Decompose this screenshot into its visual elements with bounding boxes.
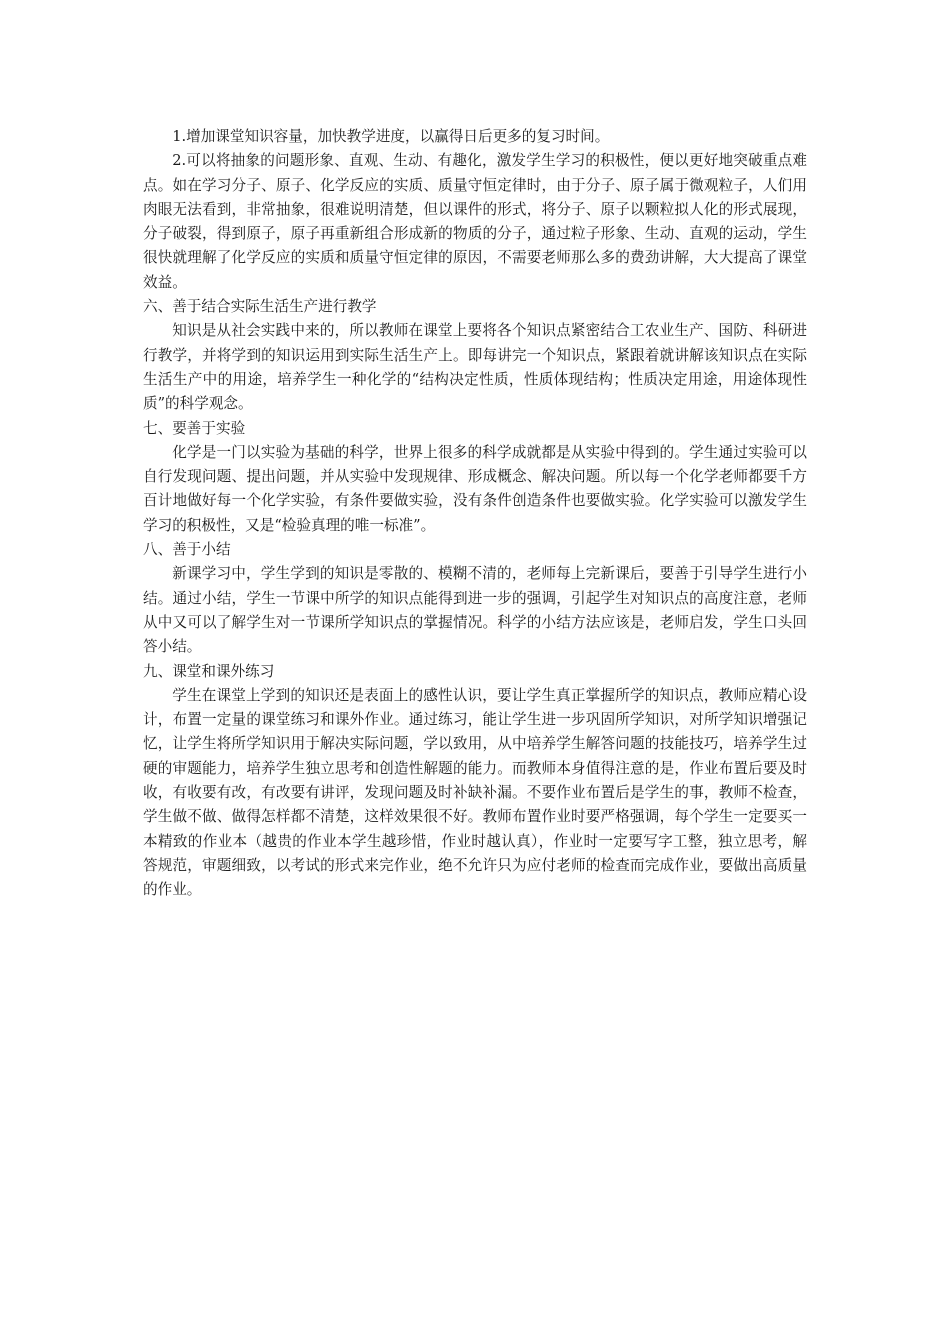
paragraph-4: 化学是一门以实验为基础的科学，世界上很多的科学成就都是从实验中得到的。学生通过实验可以自行发现问题、提出问题，并从实验中发现规律、形成概念、解决问题。所以每一个化学老师都要千方百计地做好每一个化学实验，有条件要做实验，没有条件创造条件也要做实验。化学实验可以激发学生学习的积极性，又是“检验真理的唯一标准”。	[143, 443, 807, 534]
section-heading-9: 九、课堂和课外练习	[143, 662, 275, 680]
document-body	[143, 125, 807, 903]
paragraph-6: 学生在课堂上学到的知识还是表面上的感性认识，要让学生真正掌握所学的知识点，教师应精心设计，布置一定量的课堂练习和课外作业。通过练习，能让学生进一步巩固所学知识，对所学知识增强记忆，让学生将所学知识用于解决实际问题，学以致用，从中培养学生解答问题的技能技巧，培养学生过硬的审题能力，培养学生独立思考和创造性解题的能力。而教师本身值得注意的是，作业布置后要及时收，有收要有改，有改要有讲评，发现问题及时补缺补漏。不要作业布置后是学生的事，教师不检查，学生做不做、做得怎样都不清楚，这样效果很不好。教师布置作业时要严格强调，每个学生一定要买一本精致的作业本（越贵的作业本学生越珍惜，作业时越认真），作业时一定要写字工整，独立思考，解答规范，审题细致，以考试的形式来完作业，绝不允许只为应付老师的检查而完成作业，要做出高质量的作业。	[143, 686, 807, 899]
section-heading-8: 八、善于小结	[143, 541, 231, 559]
paragraph-1: 1.增加课堂知识容量，加快教学进度，以赢得日后更多的复习时间。	[172, 128, 610, 145]
section-heading-6: 六、善于结合实际生活生产进行教学	[143, 298, 377, 316]
section-heading-7: 七、要善于实验	[143, 419, 246, 437]
paragraph-2: 2.可以将抽象的问题形象、直观、生动、有趣化，激发学生学习的积极性，便以更好地突破重点难点。如在学习分子、原子、化学反应的实质、质量守恒定律时，由于分子、原子属于微观粒子，人们用肉眼无法看到，非常抽象，很难说明清楚，但以课件的形式，将分子、原子以颗粒拟人化的形式展现，分子破裂，得到原子，原子再重新组合形成新的物质的分子，通过粒子形象、生动、直观的运动，学生很快就理解了化学反应的实质和质量守恒定律的原因，不需要老师那么多的费劲讲解，大大提高了课堂效益。	[143, 152, 807, 291]
paragraph-3: 知识是从社会实践中来的，所以教师在课堂上要将各个知识点紧密结合工农业生产、国防、科研进行教学，并将学到的知识运用到实际生活生产上。即每讲完一个知识点，紧跟着就讲解该知识点在实际生活生产中的用途，培养学生一种化学的“结构决定性质，性质体现结构；性质决定用途，用途体现性质”的科学观念。	[143, 322, 807, 413]
paragraph-5: 新课学习中，学生学到的知识是零散的、模糊不清的，老师每上完新课后，要善于引导学生进行小结。通过小结，学生一节课中所学的知识点能得到进一步的强调，引起学生对知识点的高度注意，老师从中又可以了解学生对一节课所学知识点的掌握情况。科学的小结方法应该是，老师启发，学生口头回答小结。	[143, 565, 807, 656]
